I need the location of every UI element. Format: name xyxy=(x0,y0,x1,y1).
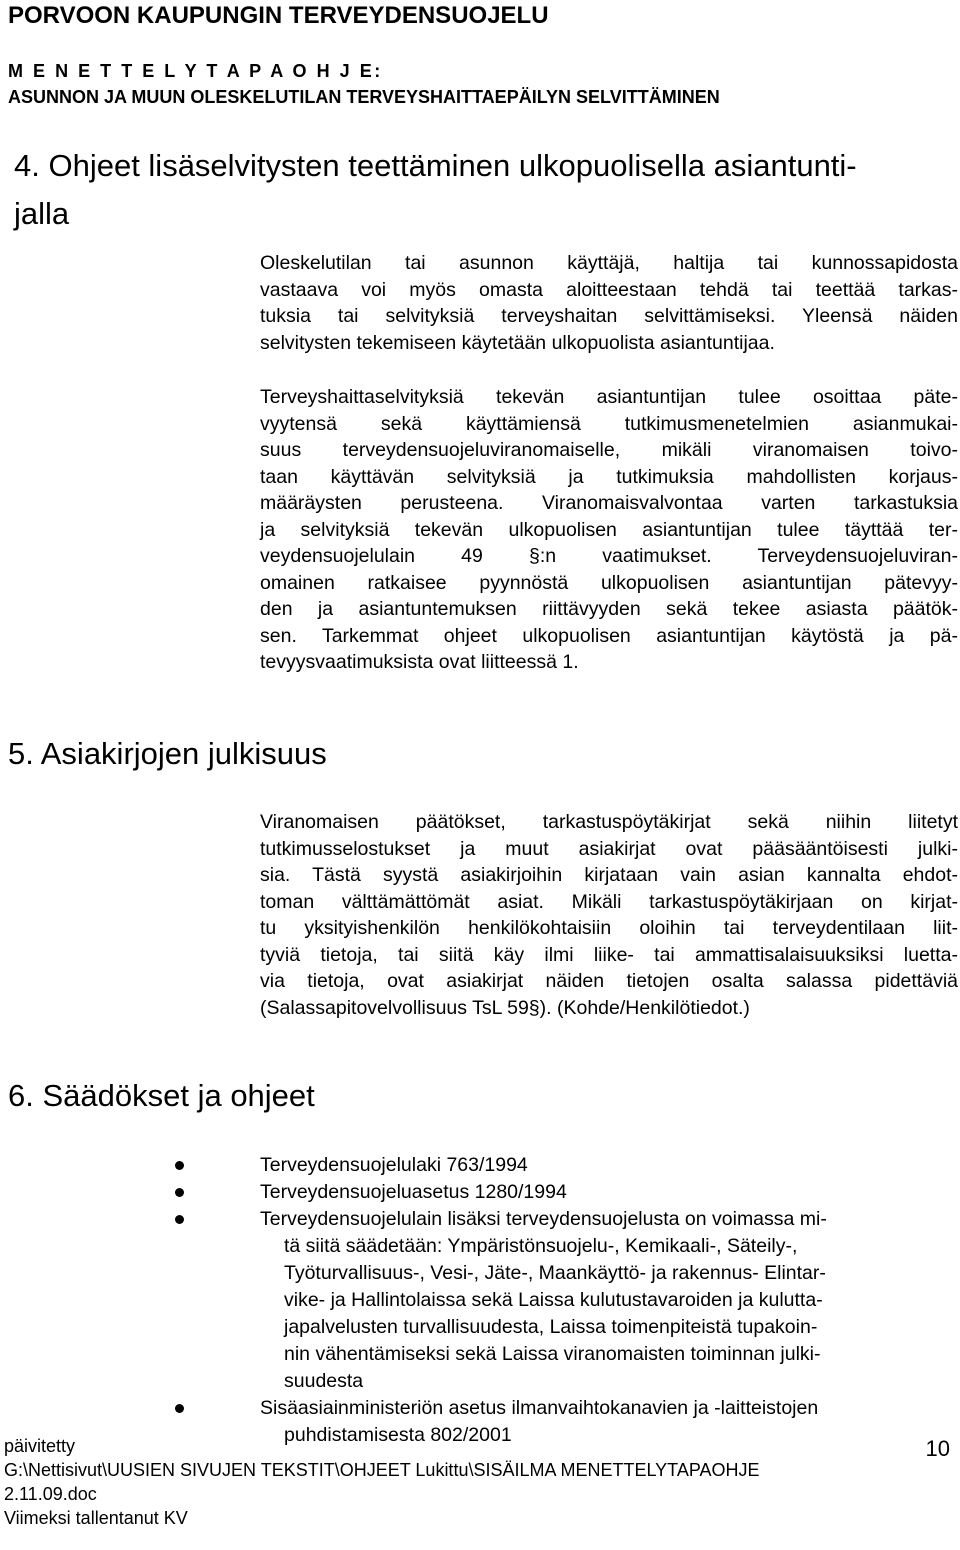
text-line: den ja asiantuntemuksen riittävyyden sekä tekee asiasta päätök- xyxy=(260,598,958,620)
text-line: sia. Tästä syystä asiakirjoihin kirjataan vain asian kannalta ehdot- xyxy=(260,864,958,886)
text-line: määräysten perusteena. Viranomaisvalvontaa varten tarkastuksia xyxy=(260,492,958,514)
text-line: selvitysten tekemiseen käytetään ulkopuolista asiantuntijaa. xyxy=(260,331,775,354)
text-line: suus terveydensuojeluviranomaiselle, mikäli viranomaisen toivo- xyxy=(260,439,958,461)
text-line: sen. Tarkemmat ohjeet ulkopuolisen asiantuntijan käytöstä ja pä- xyxy=(260,624,958,647)
section-4-paragraph-2 xyxy=(260,384,958,676)
list-item-text: Terveydensuojelulain lisäksi terveydensuojelusta on voimassa mi- xyxy=(260,1208,827,1230)
footer-file-name: 2.11.09.doc xyxy=(4,1484,97,1504)
regulations-list xyxy=(170,1152,958,1449)
list-item xyxy=(170,1152,958,1179)
list-item xyxy=(170,1179,958,1206)
text-line: vyytensä sekä käyttämiensä tutkimusmenetelmien asianmukai- xyxy=(260,412,958,435)
bullet-icon xyxy=(175,1161,184,1170)
list-item xyxy=(170,1206,958,1395)
list-item-text: Terveydensuojelulaki 763/1994 xyxy=(260,1154,528,1176)
text-line: tevyysvaatimuksista ovat liitteessä 1. xyxy=(260,651,579,673)
list-item-text: nin vähentämiseksi sekä Laissa viranomaisten toiminnan julki- xyxy=(284,1343,821,1365)
text-line: taan käyttävän selvityksiä ja tutkimuksia mahdollisten korjaus- xyxy=(260,465,958,488)
text-line: tu yksityishenkilön henkilökohtaisiin oloihin tai terveydentilaan liit- xyxy=(260,917,958,939)
text-line: vastaava voi myös omasta aloitteestaan tehdä tai teettää tarkas- xyxy=(260,278,958,301)
text-line: omainen ratkaisee pyynnöstä ulkopuolisen asiantuntijan pätevyy- xyxy=(260,571,958,594)
section-4-paragraph-1 xyxy=(260,250,958,356)
text-line: via tietoja, ovat asiakirjat näiden tietojen osalta salassa pidettäviä xyxy=(260,970,958,992)
section-4-heading xyxy=(14,142,944,238)
list-item-text: Sisäasiainministeriön asetus ilmanvaihtokanavien ja -laitteistojen xyxy=(260,1397,819,1419)
doc-title: ASUNNON JA MUUN OLESKELUTILAN TERVEYSHAITTAEPÄILYN SELVITTÄMINEN xyxy=(8,87,720,107)
doc-header xyxy=(8,58,720,110)
doc-type: M E N E T T E L Y T A P A O H J E: xyxy=(8,61,383,81)
text-line: tyviä tietoja, tai siitä käy ilmi liike- tai ammattisalaisuuksiksi luetta- xyxy=(260,943,958,966)
section-5-heading: 5. Asiakirjojen julkisuus xyxy=(8,736,327,771)
text-line: Terveyshaittaselvityksiä tekevän asiantuntijan tulee osoittaa päte- xyxy=(260,386,958,408)
bullet-icon xyxy=(175,1188,184,1197)
text-line: Oleskelutilan tai asunnon käyttäjä, haltija tai kunnossapidosta xyxy=(260,252,958,274)
list-item-text: puhdistamisesta 802/2001 xyxy=(284,1424,512,1446)
list-item-text: Terveydensuojeluasetus 1280/1994 xyxy=(260,1181,567,1203)
footer xyxy=(4,1434,760,1530)
footer-file-path: G:\Nettisivut\UUSIEN SIVUJEN TEKSTIT\OHJEET Lukittu\SISÄILMA MENETTELYTAPAOHJE xyxy=(4,1460,760,1480)
list-item-text: tä siitä säädetään: Ympäristönsuojelu-, Kemikaali-, Säteily-, xyxy=(284,1235,798,1257)
text-line: tuksia tai selvityksiä terveyshaitan selvittämiseksi. Yleensä näiden xyxy=(260,305,958,327)
text-line: ja selvityksiä tekevän ulkopuolisen asiantuntijan tulee täyttää ter- xyxy=(260,518,958,541)
section-4-heading-line: 4. Ohjeet lisäselvitysten teettäminen ulkopuolisella asiantunti- xyxy=(14,148,857,183)
org-header: PORVOON KAUPUNGIN TERVEYDENSUOJELU xyxy=(8,2,549,29)
list-item-text: Työturvallisuus-, Vesi-, Jäte-, Maankäyttö- ja rakennus- Elintar- xyxy=(284,1262,826,1284)
section-5-paragraph xyxy=(260,809,958,1021)
footer-saved-by: Viimeksi tallentanut KV xyxy=(4,1508,188,1528)
list-item-text: vike- ja Hallintolaissa sekä Laissa kulutustavaroiden ja kulutta- xyxy=(284,1289,823,1311)
section-4-heading-line: jalla xyxy=(14,196,70,231)
text-line: (Salassapitovelvollisuus TsL 59§). (Kohde/Henkilötiedot.) xyxy=(260,996,750,1019)
footer-updated-label: päivitetty xyxy=(4,1436,76,1456)
bullet-icon xyxy=(175,1215,184,1224)
text-line: tutkimusselostukset ja muut asiakirjat ovat pääsääntöisesti julki- xyxy=(260,837,958,860)
list-item-text: japalvelusten turvallisuudesta, Laissa toimenpiteistä tupakoin- xyxy=(284,1316,818,1338)
text-line: veydensuojelulain 49 §:n vaatimukset. Terveydensuojeluviran- xyxy=(260,545,958,567)
text-line: Viranomaisen päätökset, tarkastuspöytäkirjat sekä niihin liitetyt xyxy=(260,811,958,833)
list-item-text: suudesta xyxy=(284,1370,364,1392)
text-line: toman välttämättömät asiat. Mikäli tarkastuspöytäkirjaan on kirjat- xyxy=(260,890,958,913)
section-6-heading: 6. Säädökset ja ohjeet xyxy=(8,1078,315,1113)
bullet-icon xyxy=(175,1404,184,1413)
page-number: 10 xyxy=(925,1436,950,1461)
